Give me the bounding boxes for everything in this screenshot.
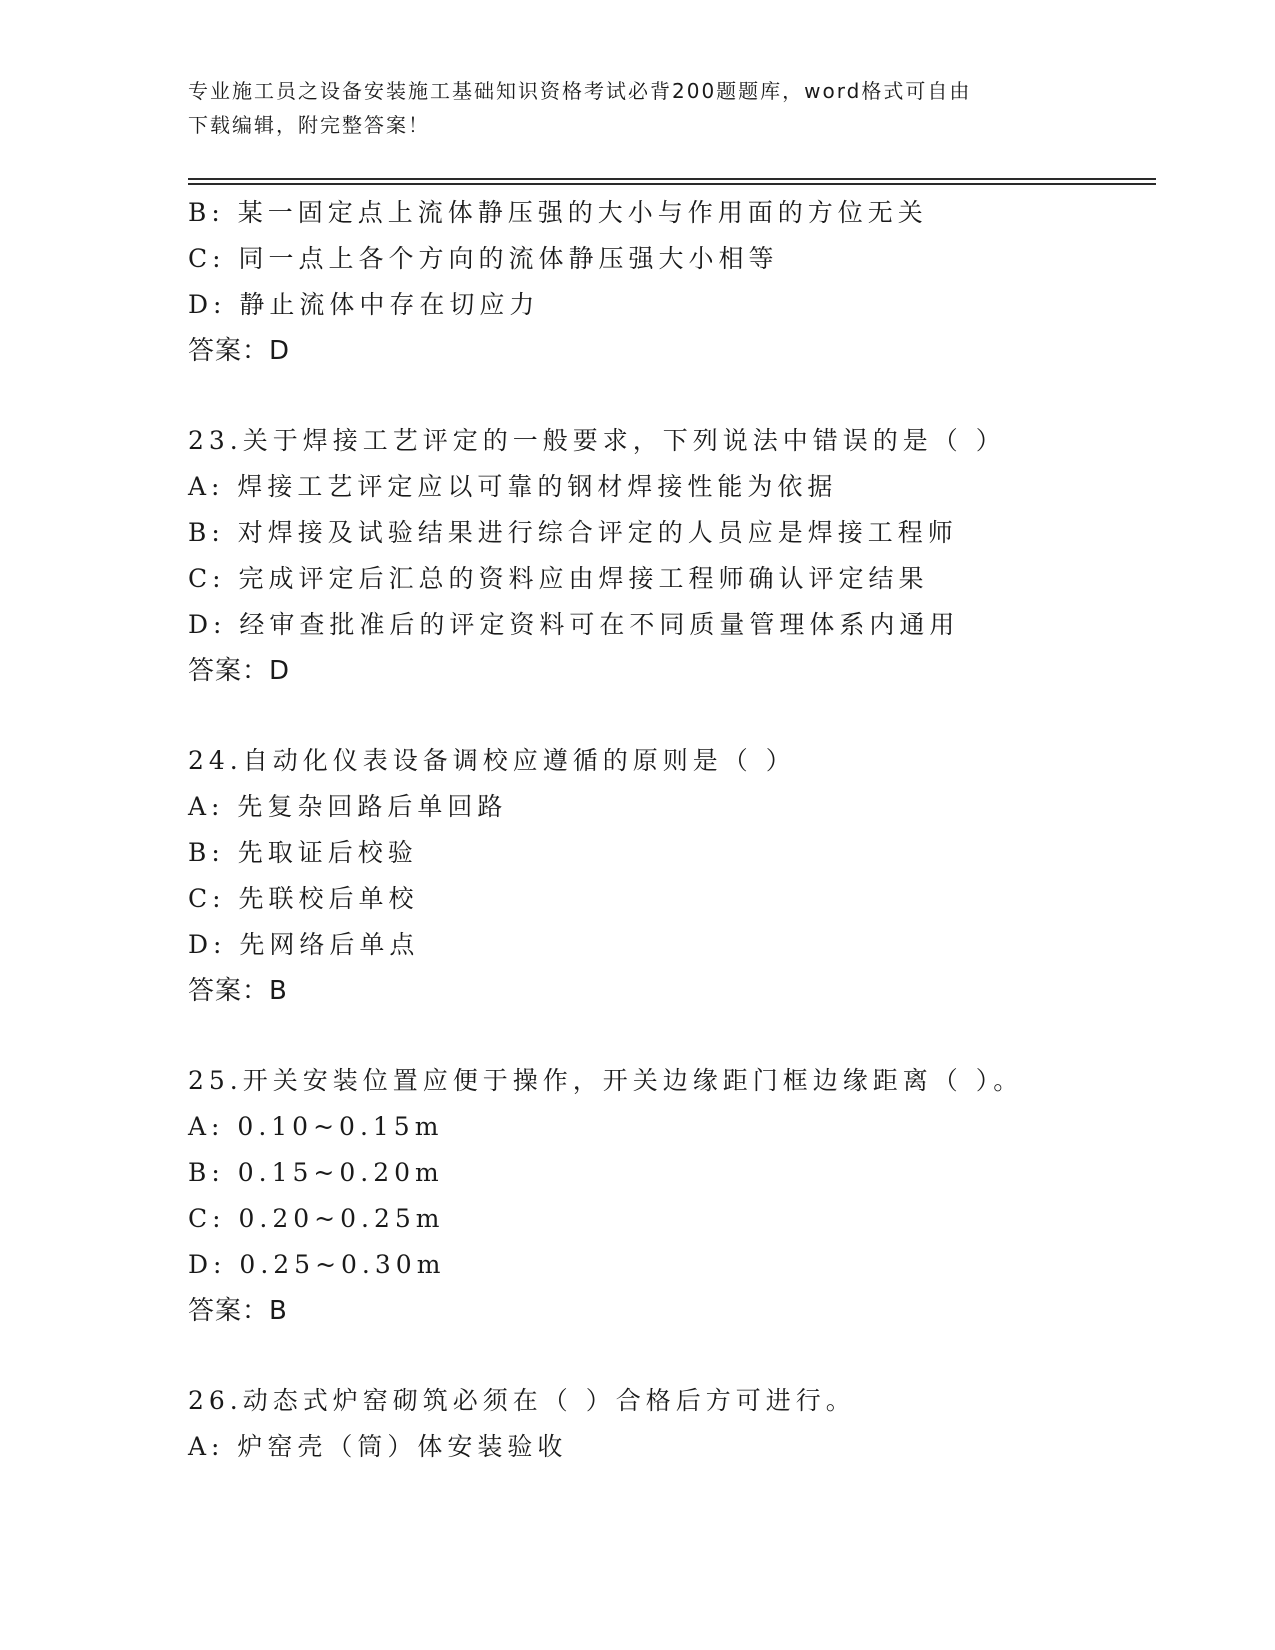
option-b: B: 某一固定点上流体静压强的大小与作用面的方位无关 [188, 198, 928, 227]
question-stem: 26.动态式炉窑砌筑必须在（ ）合格后方可进行。 [188, 1386, 856, 1415]
question-stem: 25.开关安装位置应便于操作，开关边缘距门框边缘距离（ ）。 [188, 1066, 1024, 1095]
question-23 [188, 418, 1156, 694]
option-b: B: 0.15~0.20m [188, 1158, 444, 1187]
question-26 [188, 1378, 1156, 1470]
option-d: D: 经审查批准后的评定资料可在不同质量管理体系内通用 [188, 610, 960, 639]
header-divider-bottom [188, 183, 1156, 185]
question-25 [188, 1058, 1156, 1334]
question-stem: 24.自动化仪表设备调校应遵循的原则是（ ） [188, 746, 796, 775]
header-line-1: 专业施工员之设备安装施工基础知识资格考试必背200题题库，word格式可自由 [188, 79, 972, 103]
option-b: B: 对焊接及试验结果进行综合评定的人员应是焊接工程师 [188, 518, 958, 547]
option-a: A: 0.10~0.15m [188, 1112, 444, 1141]
answer-line: 答案：D [188, 336, 291, 366]
header-line-2: 下载编辑，附完整答案！ [188, 113, 430, 137]
question-list [188, 190, 1156, 1470]
option-c: C: 先联校后单校 [188, 884, 419, 913]
question-stem: 23.关于焊接工艺评定的一般要求，下列说法中错误的是（ ） [188, 426, 1006, 455]
answer-line: 答案：B [188, 1296, 288, 1326]
answer-line: 答案：D [188, 656, 291, 686]
option-c: C: 0.20~0.25m [188, 1204, 445, 1233]
option-d: D: 静止流体中存在切应力 [188, 290, 540, 319]
option-c: C: 完成评定后汇总的资料应由焊接工程师确认评定结果 [188, 564, 929, 593]
document-header [188, 74, 1068, 142]
option-c: C: 同一点上各个方向的流体静压强大小相等 [188, 244, 779, 273]
option-a: A: 焊接工艺评定应以可靠的钢材焊接性能为依据 [188, 472, 838, 501]
option-a: A: 炉窑壳（筒）体安装验收 [188, 1432, 568, 1461]
answer-line: 答案：B [188, 976, 288, 1006]
option-a: A: 先复杂回路后单回路 [188, 792, 508, 821]
option-d: D: 0.25~0.30m [188, 1250, 446, 1279]
question-22-continued [188, 190, 1156, 374]
header-divider-top [188, 178, 1156, 180]
question-24 [188, 738, 1156, 1014]
option-b: B: 先取证后校验 [188, 838, 418, 867]
option-d: D: 先网络后单点 [188, 930, 420, 959]
